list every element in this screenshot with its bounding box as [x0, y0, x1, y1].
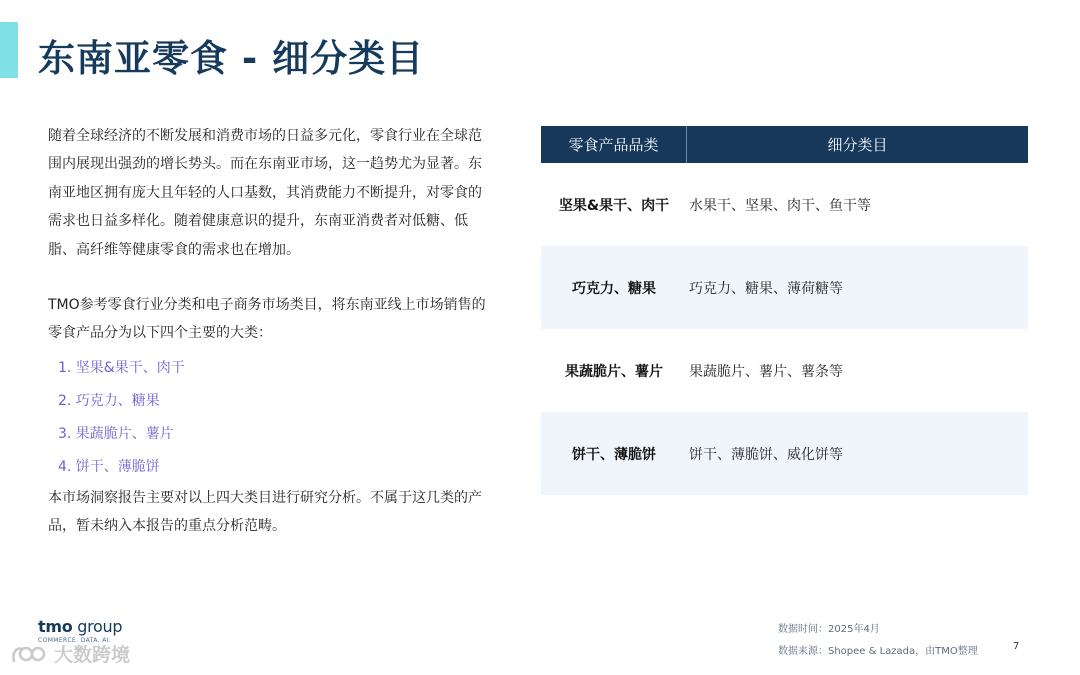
watermark-icon: [10, 643, 48, 665]
watermark-text: 大数跨境: [54, 644, 131, 666]
table-row: [541, 163, 1028, 246]
intro-section: [48, 122, 494, 541]
row-subcategory: 巧克力、糖果、薄荷糖等: [689, 280, 843, 297]
page-title: 东南亚零食 - 细分类目: [38, 37, 425, 80]
watermark: [10, 640, 130, 667]
logo-brand: tmo: [38, 617, 73, 636]
data-source: 数据来源：Shopee & Lazada，由TMO整理: [778, 646, 978, 657]
header-category: 零食产品品类: [541, 126, 687, 163]
row-category: 巧克力、糖果: [572, 280, 656, 297]
title-accent-bar: [0, 22, 18, 78]
page-number: 7: [1013, 641, 1020, 652]
row-subcategory: 饼干、薄脆饼、威化饼等: [689, 446, 843, 463]
row-category: 坚果&果干、肉干: [558, 197, 670, 214]
footer-meta: [778, 619, 978, 663]
table-row: [541, 246, 1028, 329]
row-category: 饼干、薄脆饼: [572, 446, 656, 463]
intro-paragraph: 随着全球经济的不断发展和消费市场的日益多元化，零食行业在全球范围内展现出强劲的增长势头。而在东南亚市场，这一趋势尤为显著。东南亚地区拥有庞大且年轻的人口基数，其消费能力不断提升，对零食的需求也日益多样化。随着健康意识的提升，东南亚消费者对低糖、低脂、高纤维等健康零食的需求也在增加。: [48, 128, 482, 258]
data-time: 数据时间：2025年4月: [778, 624, 880, 635]
category-list-item: 4. 饼干、薄脆饼: [58, 458, 160, 475]
logo-group: group: [72, 617, 123, 636]
table-header-row: [541, 126, 1028, 163]
table-row: [541, 412, 1028, 495]
row-subcategory: 水果干、坚果、肉干、鱼干等: [689, 197, 871, 214]
row-subcategory: 果蔬脆片、薯片、薯条等: [689, 363, 843, 380]
table-row: [541, 329, 1028, 412]
logo-wordmark: [38, 617, 122, 636]
header-subcategory: 细分类目: [827, 136, 888, 154]
category-list-item: 1. 坚果&果干、肉干: [58, 359, 185, 376]
category-list: [48, 352, 494, 484]
classification-paragraph: TMO参考零食行业分类和电子商务市场类目，将东南亚线上市场销售的零食产品分为以下四个主要的大类：: [48, 297, 486, 342]
logo-tagline: COMMERCE. DATA. AI.: [38, 637, 112, 644]
category-list-item: 3. 果蔬脆片、薯片: [58, 425, 174, 442]
scope-paragraph: 本市场洞察报告主要对以上四大类目进行研究分析。不属于这几类的产品，暂未纳入本报告的重点分析范畴。: [48, 489, 482, 535]
row-category: 果蔬脆片、薯片: [565, 363, 663, 380]
category-list-item: 2. 巧克力、糖果: [58, 392, 160, 409]
category-table: [541, 126, 1028, 495]
